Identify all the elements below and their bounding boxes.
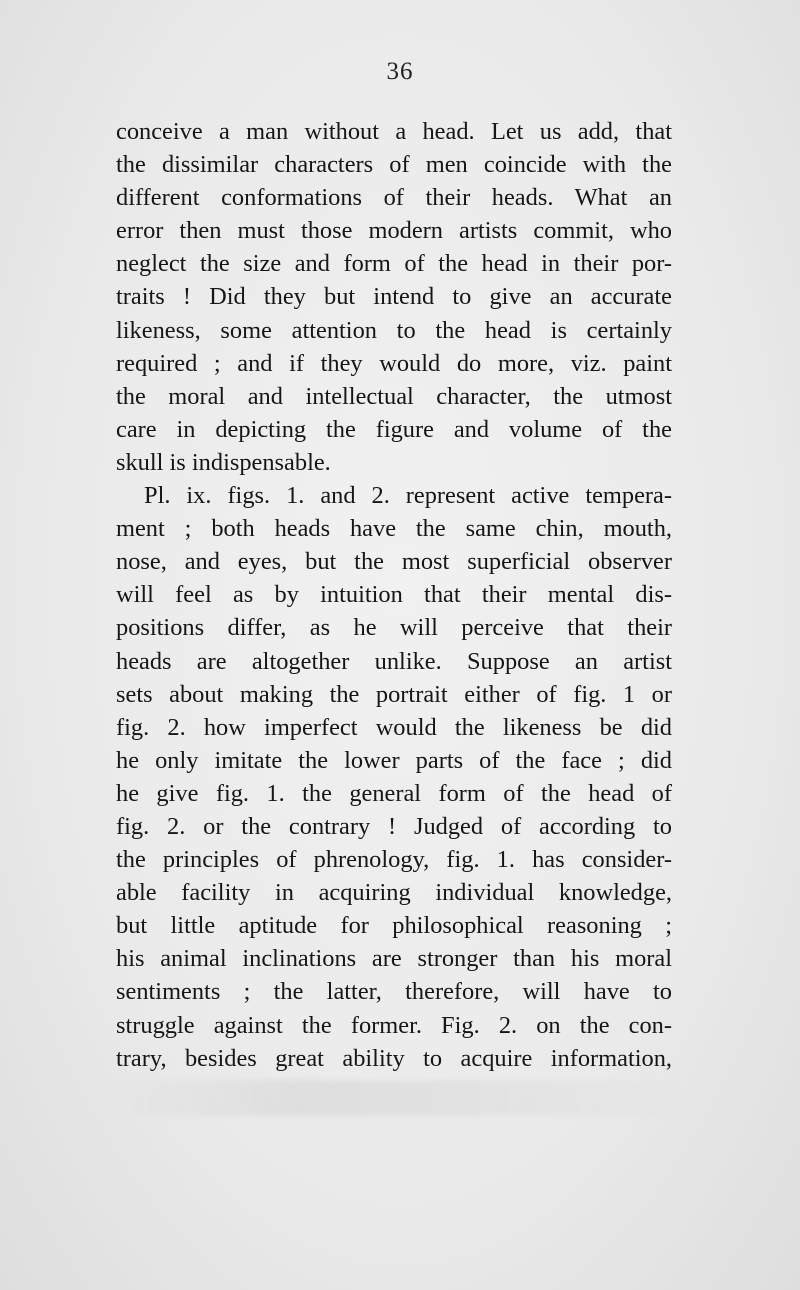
text-line: he give fig. 1. the general form of the head of xyxy=(116,779,672,807)
text-line: nose, and eyes, but the most superficial observer xyxy=(116,548,672,576)
text-line: he only imitate the lower parts of the face ; did xyxy=(116,746,672,774)
text-line: conceive a man without a head. Let us add, that xyxy=(116,118,672,145)
paragraph-start-line: Pl. ix. figs. 1. and 2. represent active tempera- xyxy=(144,482,672,510)
text-line: struggle against the former. Fig. 2. on the con- xyxy=(116,1011,672,1039)
text-line: heads are altogether unlike. Suppose an artist xyxy=(116,647,672,675)
text-line: likeness, some attention to the head is certainly xyxy=(116,316,672,344)
text-line: trary, besides great ability to acquire information, xyxy=(116,1044,672,1072)
text-line: required ; and if they would do more, viz. paint xyxy=(116,349,672,377)
show-through-shadow xyxy=(110,1080,690,1116)
text-line: fig. 2. how imperfect would the likeness be did xyxy=(116,713,672,741)
text-line: sets about making the portrait either of fig. 1 or xyxy=(116,680,672,708)
text-line: fig. 2. or the contrary ! Judged of according to xyxy=(116,812,672,840)
text-line: the moral and intellectual character, the utmost xyxy=(116,382,672,410)
text-line: error then must those modern artists commit, who xyxy=(116,217,672,245)
text-line: traits ! Did they but intend to give an accurate xyxy=(116,283,672,311)
text-line: skull is indispensable. xyxy=(116,448,331,476)
text-line: his animal inclinations are stronger than his moral xyxy=(116,945,672,973)
text-line: different conformations of their heads. What an xyxy=(116,184,672,212)
text-line: able facility in acquiring individual knowledge, xyxy=(116,879,672,907)
text-line: but little aptitude for philosophical reasoning ; xyxy=(116,912,672,940)
text-line: sentiments ; the latter, therefore, will have to xyxy=(116,978,672,1006)
text-line: care in depicting the figure and volume of the xyxy=(116,415,672,443)
text-line: the dissimilar characters of men coincide with the xyxy=(116,151,672,179)
text-line: will feel as by intuition that their mental dis- xyxy=(116,581,672,609)
text-line: the principles of phrenology, fig. 1. has consider- xyxy=(116,846,672,874)
text-line: ment ; both heads have the same chin, mouth, xyxy=(116,515,672,543)
text-line: positions differ, as he will perceive that their xyxy=(116,614,672,642)
page-number: 36 xyxy=(386,58,414,85)
body-text xyxy=(116,115,672,1075)
text-line: neglect the size and form of the head in their por- xyxy=(116,250,672,278)
